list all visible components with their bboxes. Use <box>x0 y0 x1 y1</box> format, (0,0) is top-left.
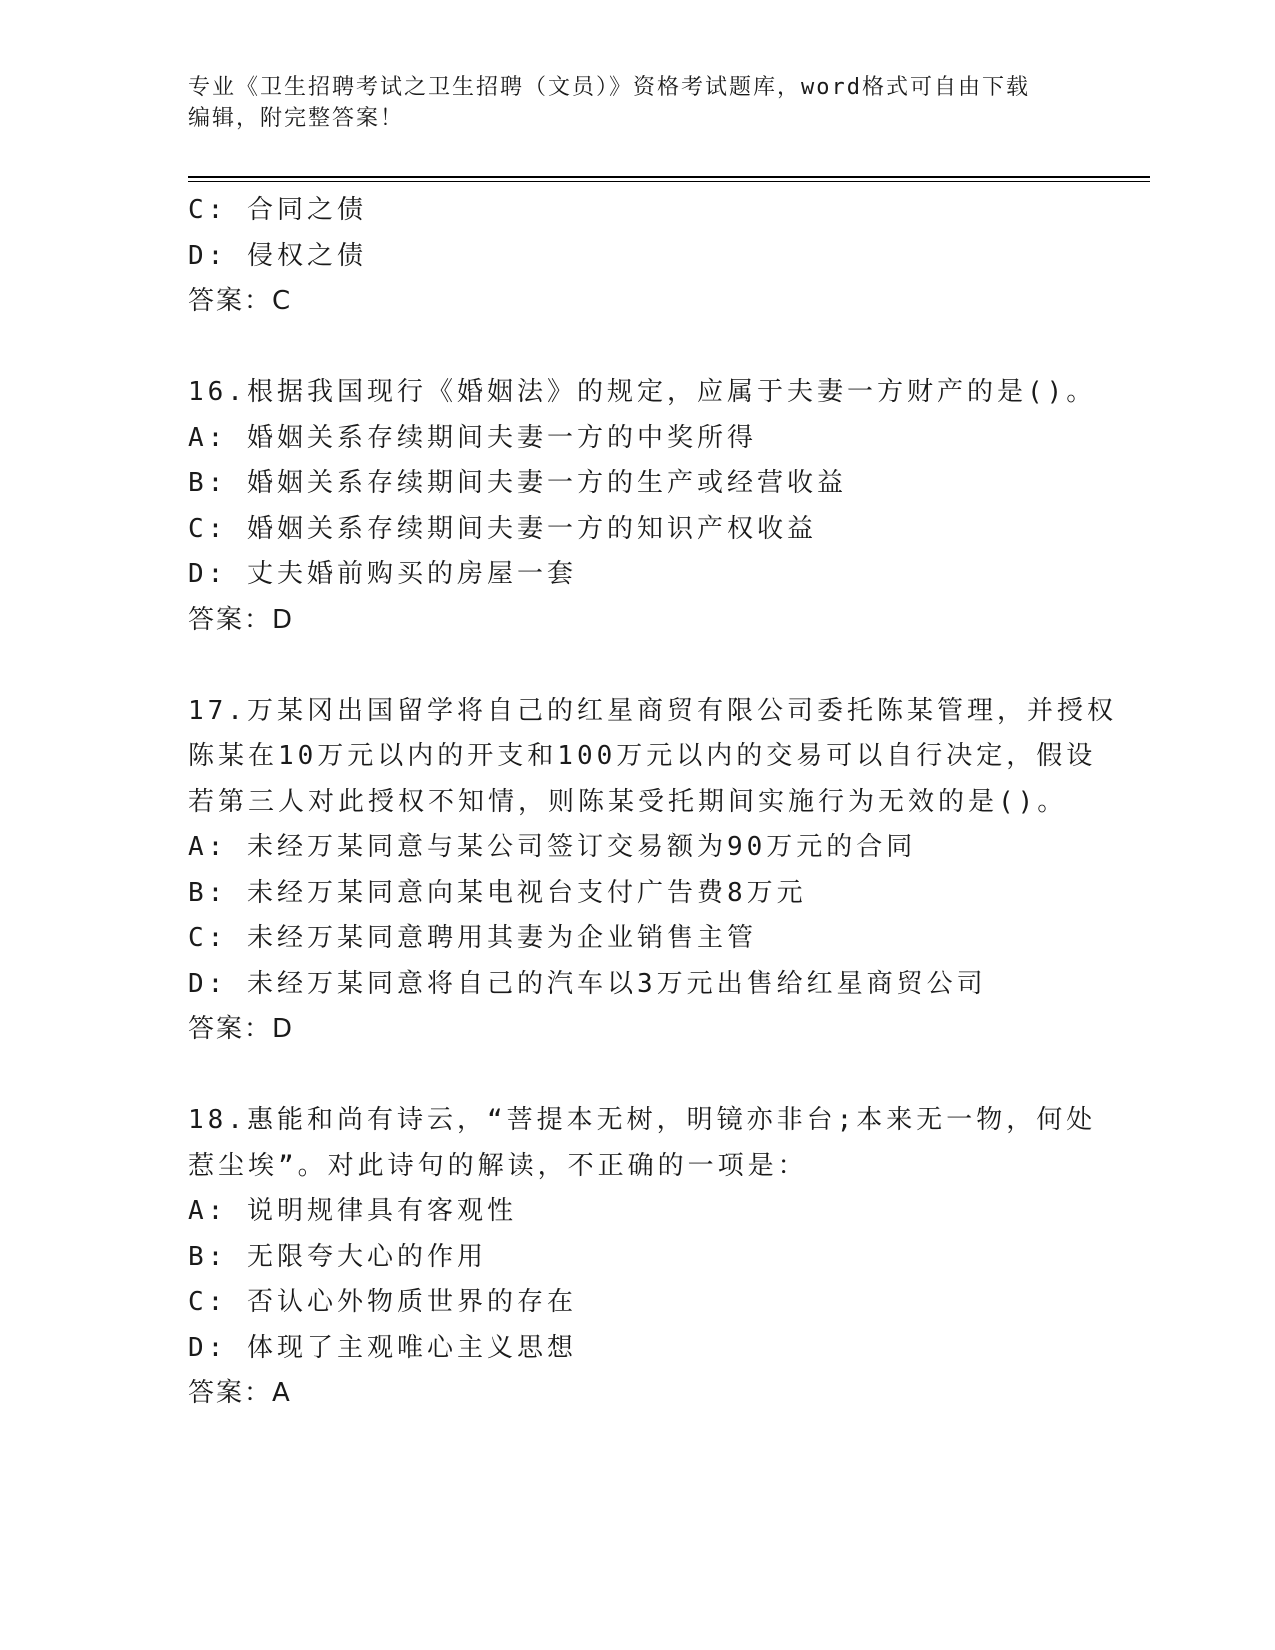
answer-line: 答案：D <box>188 1014 295 1044</box>
option-d: D: 丈夫婚前购买的房屋一套 <box>188 559 577 589</box>
option-b: B: 婚姻关系存续期间夫妻一方的生产或经营收益 <box>188 468 847 498</box>
option-d: D: 侵权之债 <box>188 240 367 271</box>
option-a: A: 未经万某同意与某公司签订交易额为90万元的合同 <box>188 832 917 862</box>
question-stem: 18.惠能和尚有诗云，“菩提本无树，明镜亦非台;本来无一物，何处 <box>188 1105 1097 1135</box>
option-c: C: 婚姻关系存续期间夫妻一方的知识产权收益 <box>188 513 817 544</box>
option-b: B: 无限夸大心的作用 <box>188 1241 487 1272</box>
header-divider-thick <box>188 176 1150 178</box>
option-c: C: 否认心外物质世界的存在 <box>188 1287 577 1317</box>
answer-line: 答案：D <box>188 604 295 635</box>
question-block-17 <box>188 689 1117 1053</box>
header-divider-thin <box>188 181 1150 182</box>
header-line-2: 编辑，附完整答案！ <box>188 106 405 131</box>
answer-line: 答案：A <box>188 1378 292 1408</box>
option-a: A: 婚姻关系存续期间夫妻一方的中奖所得 <box>188 422 757 453</box>
question-stem: 惹尘埃”。对此诗句的解读，不正确的一项是： <box>188 1150 808 1181</box>
option-c: C: 未经万某同意聘用其妻为企业销售主管 <box>188 923 757 953</box>
question-block-16 <box>188 370 1097 643</box>
spacer <box>188 1053 1088 1099</box>
question-block-previous <box>188 188 1088 325</box>
question-stem: 16.根据我国现行《婚姻法》的规定，应属于夫妻一方财产的是()。 <box>188 377 1097 407</box>
header-line-1: 专业《卫生招聘考试之卫生招聘（文员）》资格考试题库，word格式可自由下载 <box>188 75 1030 100</box>
spacer <box>188 325 1088 371</box>
question-stem: 若第三人对此授权不知情，则陈某受托期间实施行为无效的是()。 <box>188 786 1068 817</box>
option-b: B: 未经万某同意向某电视台支付广告费8万元 <box>188 877 807 908</box>
question-block-18 <box>188 1098 1097 1417</box>
question-stem: 陈某在10万元以内的开支和100万元以内的交易可以自行决定，假设 <box>188 741 1097 771</box>
spacer <box>188 643 1088 689</box>
document-header <box>188 72 1068 134</box>
option-d: D: 体现了主观唯心主义思想 <box>188 1332 577 1363</box>
option-c: C: 合同之债 <box>188 195 367 225</box>
question-stem: 17.万某冈出国留学将自己的红星商贸有限公司委托陈某管理，并授权 <box>188 695 1117 726</box>
option-a: A: 说明规律具有客观性 <box>188 1196 517 1226</box>
question-list <box>188 188 1117 1417</box>
answer-line: 答案：C <box>188 286 293 316</box>
option-d: D: 未经万某同意将自己的汽车以3万元出售给红星商贸公司 <box>188 968 987 999</box>
